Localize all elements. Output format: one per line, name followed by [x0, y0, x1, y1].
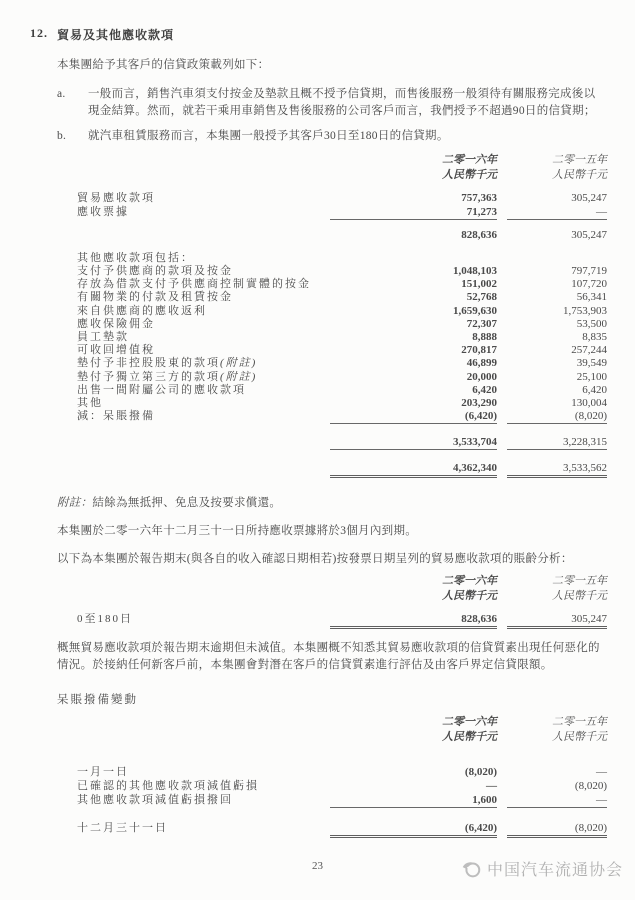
- policy-text: 就汽車租賃服務而言，本集團一般授予其客戶30日至180日的信貸期。: [88, 130, 449, 142]
- cell-2015: 3,228,315: [507, 435, 607, 450]
- table-row: [77, 410, 607, 423]
- cell-2016: 72,307: [466, 317, 497, 330]
- header-2015-unit: 人民幣千元: [552, 590, 607, 603]
- row-label: 出售一間附屬公司的應收款項: [77, 383, 246, 396]
- cell-2016: 151,002: [461, 278, 497, 291]
- note-label: 附註：: [57, 497, 93, 510]
- cell-2015: 797,719: [571, 265, 607, 277]
- table-row: [77, 612, 607, 626]
- header-2016-unit: 人民幣千元: [442, 169, 497, 181]
- table-row: [77, 344, 607, 357]
- note-ref: (附註): [220, 357, 258, 370]
- cell-2016: 52,768: [466, 291, 497, 304]
- policy-item-a: [57, 86, 607, 120]
- cell-2015: (8,020): [507, 821, 607, 838]
- cell-2016: 828,636: [461, 229, 497, 241]
- row-label: 墊付予非控股股東的款項(附註): [77, 357, 258, 370]
- cell-2016: 4,362,340: [330, 461, 497, 478]
- ageing-intro-paragraph: 以下為本集團於報告期末(與各自的收入確認日期相若)按發票日期呈列的貿易應收款項的賬齡分析：: [57, 553, 573, 566]
- table-row: [77, 779, 607, 793]
- watermark: [460, 857, 623, 880]
- note-text: 結餘為無抵押、免息及按要求償還。: [92, 497, 282, 510]
- table-row: [77, 265, 607, 278]
- cell-2015: 1,753,903: [563, 304, 607, 317]
- bills-maturity-paragraph: 本集團於二零一六年十二月三十一日所持應收票據將於3個月內到期。: [57, 525, 418, 538]
- cell-2015: 305,247: [571, 229, 607, 241]
- cell-2016: 1,048,103: [453, 265, 497, 277]
- row-label: 員工墊款: [77, 330, 129, 343]
- bad-debt-subheading: 呆賬撥備變動: [57, 694, 138, 707]
- cell-2016: 20,000: [466, 370, 497, 383]
- table-row: [77, 278, 607, 291]
- cell-2015: 107,720: [571, 278, 607, 291]
- cell-2016: 203,290: [461, 396, 497, 409]
- subtotal-row: [77, 228, 607, 242]
- section-title: 貿易及其他應收款項: [57, 28, 175, 42]
- cell-2015: 8,835: [582, 330, 607, 343]
- table-row: [77, 765, 607, 779]
- header-2016-unit: 人民幣千元: [442, 590, 497, 603]
- note-ref: (附註): [220, 370, 258, 383]
- table-row: [77, 331, 607, 344]
- cada-logo-icon: [460, 858, 482, 880]
- row-label: 來自供應商的應收返利: [77, 304, 207, 317]
- header-2015-year: 二零一五年: [552, 154, 607, 166]
- cell-2016: 71,273: [330, 205, 497, 220]
- intro-paragraph: 本集團給予其客戶的信貸政策載列如下：: [57, 59, 270, 71]
- cell-2015: 53,500: [576, 317, 607, 330]
- list-marker: a.: [57, 88, 66, 100]
- bad-debt-table: [77, 715, 607, 835]
- table-row: [77, 384, 607, 397]
- cell-2015: 25,100: [576, 370, 607, 383]
- header-2016-year: 二零一六年: [442, 154, 497, 166]
- header-2015-year: 二零一五年: [552, 716, 607, 729]
- section-heading: [30, 26, 607, 43]
- policy-text: 一般而言，銷售汽車須支付按金及墊款且概不授予信貸期，而售後服務一般須待有關服務完成後以現金結算。然而，就若干乘用車銷售及售後服務的公司客戶而言，我們授予不超過90日的信貸期；: [88, 88, 596, 117]
- cell-2016: 757,363: [461, 192, 497, 204]
- row-label: 其他應收款項包括：: [77, 252, 194, 264]
- table-row: [77, 397, 607, 410]
- row-label: 支付予供應商的款項及按金: [77, 265, 233, 277]
- cell-2015: —: [596, 766, 607, 779]
- row-label: 減：呆賬撥備: [77, 410, 155, 423]
- cell-2015: 6,420: [582, 383, 607, 396]
- section-number: 12.: [30, 26, 48, 40]
- page-number: 23: [312, 860, 323, 872]
- table-row: [77, 305, 607, 318]
- table-row: [77, 371, 607, 384]
- cell-2015: 305,247: [571, 192, 607, 204]
- table-header-unit: [77, 589, 607, 604]
- table-header-unit: [77, 168, 607, 183]
- cell-2015: 257,244: [571, 344, 607, 357]
- group-label-row: [77, 251, 607, 265]
- row-label: 一月一日: [77, 766, 129, 779]
- total-row: [77, 821, 607, 835]
- table-row: [77, 318, 607, 331]
- cell-2015: 56,341: [576, 291, 607, 304]
- row-label: 存放為借款支付予供應商控制實體的按金: [77, 278, 311, 291]
- row-label: 應收保險佣金: [77, 317, 155, 330]
- note-paragraph: [57, 495, 607, 512]
- table-header-unit: [77, 730, 607, 745]
- table-header-year: [77, 153, 607, 168]
- subtotal-row: [77, 435, 607, 449]
- cell-2016: 270,817: [461, 344, 497, 357]
- credit-quality-paragraph: 概無貿易應收款項於報告期末逾期但未減值。本集團概不知悉其貿易應收款項的信貸質素出現任何惡化的情況。於接納任何新客戶前，本集團會對潛在客戶的信貸質素進行評估及由客戶界定信貸限額。: [57, 642, 600, 672]
- total-row: [77, 461, 607, 475]
- cell-2015: (8,020): [507, 410, 607, 424]
- policy-item-b: [57, 128, 607, 145]
- row-label: 應收票據: [77, 206, 129, 218]
- row-label: 0至180日: [77, 613, 133, 626]
- cell-2016: 1,659,630: [453, 304, 497, 317]
- cell-2015: 305,247: [507, 612, 607, 629]
- other-receivables-rows: [77, 265, 607, 423]
- cell-2016: —: [486, 780, 497, 793]
- header-2015-unit: 人民幣千元: [552, 169, 607, 181]
- cell-2015: —: [507, 793, 607, 808]
- row-label: 已確認的其他應收款項減值虧損: [77, 780, 259, 793]
- row-label: 可收回增值稅: [77, 344, 155, 357]
- row-label: 十二月三十一日: [77, 822, 168, 835]
- cell-2015: —: [507, 205, 607, 220]
- header-2015-unit: 人民幣千元: [552, 731, 607, 744]
- cell-2016: 6,420: [472, 383, 497, 396]
- cell-2016: 46,899: [466, 357, 497, 370]
- cell-2015: 39,549: [576, 357, 607, 370]
- row-label: 其他: [77, 396, 103, 409]
- list-marker: b.: [57, 130, 67, 142]
- table-header-year: [77, 715, 607, 730]
- header-2016-year: 二零一六年: [442, 716, 497, 729]
- header-2016-unit: 人民幣千元: [442, 731, 497, 744]
- row-label: 有關物業的付款及租賃按金: [77, 291, 233, 304]
- cell-2015: 130,004: [571, 396, 607, 409]
- cell-2016: (6,420): [330, 410, 497, 424]
- cell-2016: 3,533,704: [330, 435, 497, 450]
- watermark-text: 中国汽车流通协会: [486, 862, 623, 879]
- row-label: 貿易應收款項: [77, 192, 155, 204]
- cell-2015: (8,020): [574, 780, 607, 793]
- receivables-table: [77, 153, 607, 475]
- row-label: 其他應收款項減值虧損撥回: [77, 794, 233, 807]
- header-2015-year: 二零一五年: [552, 575, 607, 588]
- table-row: [77, 357, 607, 370]
- table-row: [77, 191, 607, 205]
- header-2016-year: 二零一六年: [442, 575, 497, 588]
- cell-2016: 8,888: [472, 330, 497, 343]
- cell-2016: (6,420): [330, 821, 497, 838]
- cell-2015: 3,533,562: [507, 461, 607, 478]
- ageing-table: [77, 574, 607, 626]
- row-label: 墊付予獨立第三方的款項(附註): [77, 370, 258, 383]
- cell-2016: (8,020): [464, 766, 497, 779]
- table-header-year: [77, 574, 607, 589]
- cell-2016: 1,600: [330, 793, 497, 808]
- table-row: [77, 205, 607, 219]
- table-row: [77, 793, 607, 807]
- table-row: [77, 291, 607, 304]
- cell-2016: 828,636: [330, 612, 497, 629]
